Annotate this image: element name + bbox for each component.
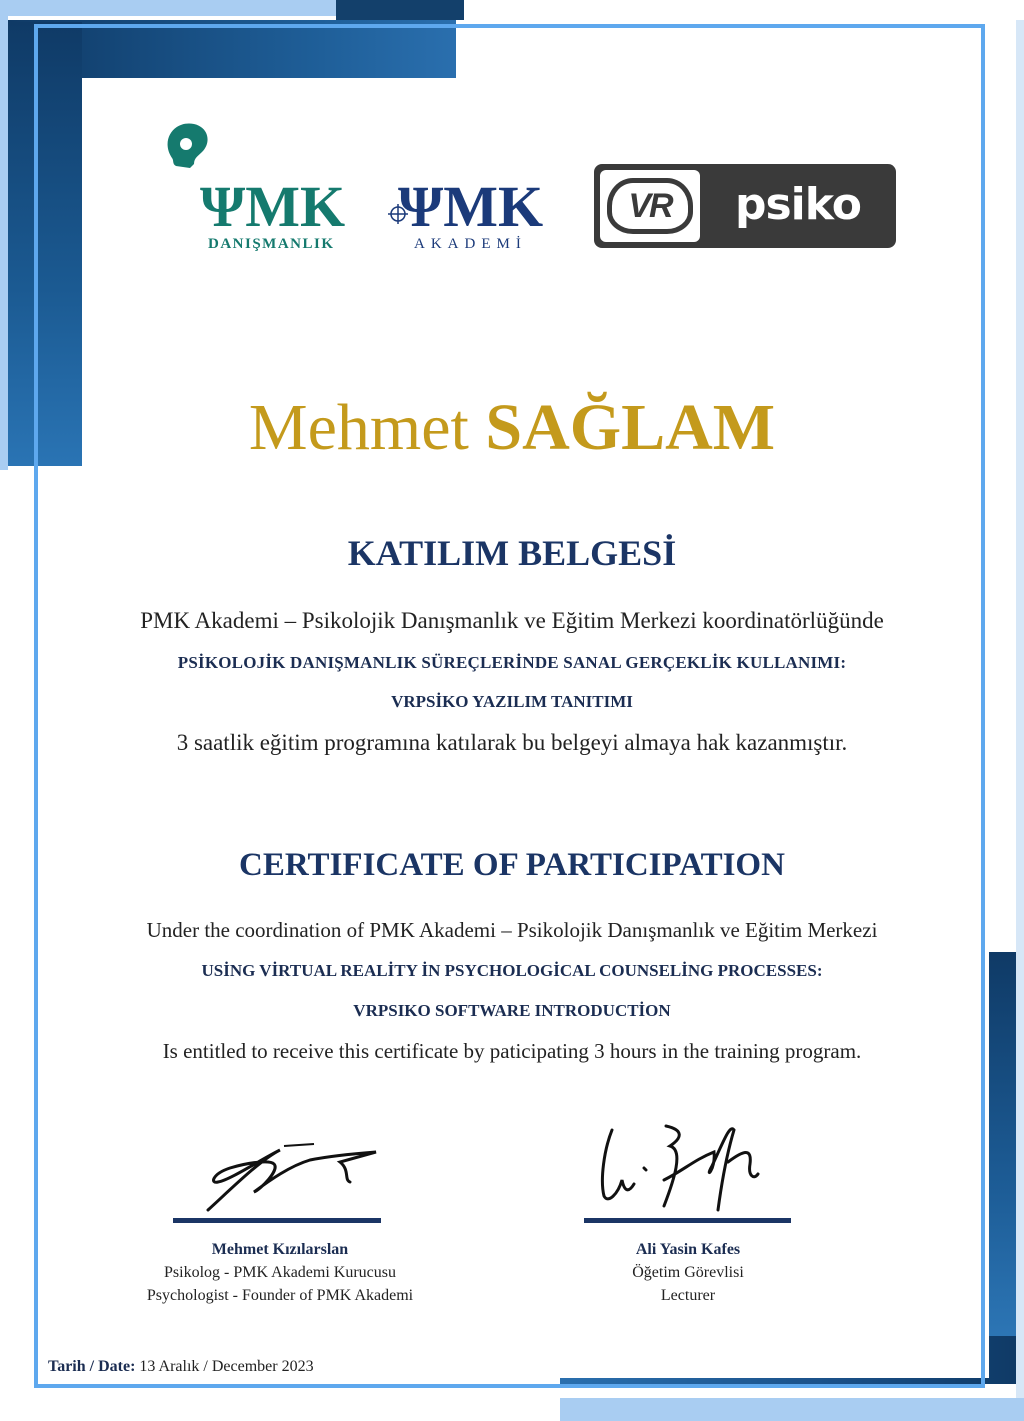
signature-ali-yasin-kafes [594,1120,794,1220]
turkish-course-title: PSİKOLOJİK DANIŞMANLIK SÜREÇLERİNDE SANAL GERÇEKLİK KULLANIMI: [177,653,847,672]
signatory-title-tr: Psikolog - PMK Akademi Kurucusu [164,1264,396,1281]
signatory-title-en: Lecturer [660,1287,716,1304]
pmk-danismanlik-logo [150,120,350,254]
vr-mark: VR [607,178,693,234]
frame-top-light-bar [0,0,336,16]
certificate-date [48,1356,314,1378]
signatory-title-en: Psychologist - Founder of PMK Akademi [146,1287,414,1304]
turkish-entitlement-line: 3 saatlik eğitim programına katılarak bu belgeyi almaya hak kazanmıştır. [176,730,848,755]
signature-line-right [584,1218,791,1223]
vrpsiko-logo [594,164,896,248]
english-entitlement-line: Is entitled to receive this certificate by paticipating 3 hours in the training program. [162,1039,862,1063]
english-course-title: USİNG VİRTUAL REALİTY İN PSYCHOLOGİCAL COUNSELİNG PROCESSES: [201,961,823,980]
turkish-heading: KATILIM BELGESİ [347,533,677,573]
frame-top-dark-block [336,0,464,20]
pmk-akademi-logo [384,168,552,254]
signatory-name: Ali Yasin Kafes [635,1241,741,1258]
turkish-coordination-line: PMK Akademi – Psikolojik Danışmanlık ve Eğitim Merkezi koordinatörlüğünde [140,608,884,633]
recipient-name [0,388,1024,468]
signatory-name: Mehmet Kızılarslan [211,1241,349,1258]
svg-text:ΨMK: ΨMK [200,174,346,239]
psiko-wordmark: psiko [734,178,862,230]
date-value: 13 Aralık / December 2023 [139,1358,314,1375]
turkish-course-subtitle: VRPSİKO YAZILIM TANITIMI [391,692,633,711]
english-course-subtitle: VRPSIKO SOFTWARE INTRODUCTİON [353,1001,671,1020]
signatory-block-left [110,1238,450,1307]
signatory-block-right [518,1238,858,1307]
svg-text:DANIŞMANLIK: DANIŞMANLIK [208,236,335,252]
signature-mehmet-kizilarslan [190,1130,390,1220]
svg-text:ΨMK: ΨMK [398,174,544,239]
recipient-last-name: SAĞLAM [485,391,776,464]
svg-text:AKADEMİ: AKADEMİ [414,236,527,252]
english-coordination-line: Under the coordination of PMK Akademi – Psikolojik Danışmanlık ve Eğitim Merkezi [146,918,878,942]
frame-right-light-bar [1016,20,1024,1421]
frame-bottom-light-bar [560,1398,1024,1421]
english-heading: CERTIFICATE OF PARTICIPATION [239,847,785,883]
vr-headset-icon [600,170,700,242]
recipient-first-name: Mehmet [248,391,469,464]
signatory-title-tr: Öğetim Görevlisi [632,1264,744,1281]
date-label: Tarih / Date: [48,1358,136,1375]
signature-line-left [173,1218,381,1223]
